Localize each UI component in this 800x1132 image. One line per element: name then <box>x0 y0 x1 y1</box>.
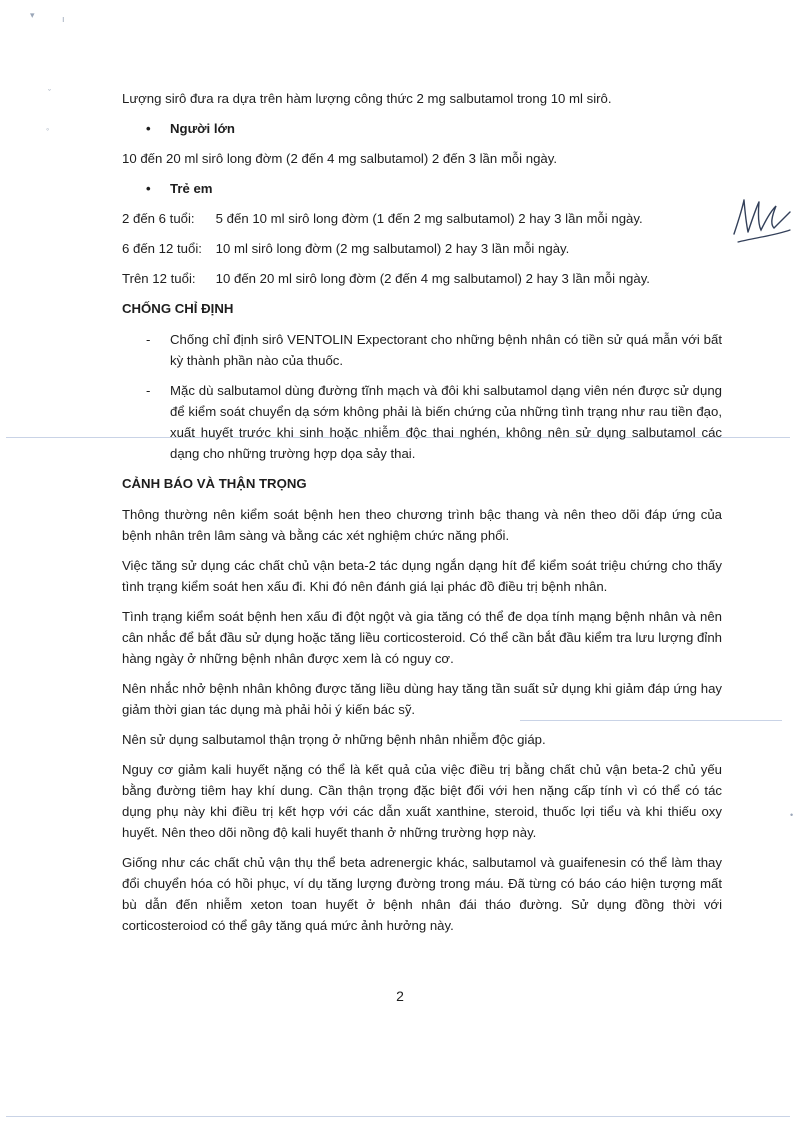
child-dose-row <box>122 208 722 229</box>
warning-paragraph: Tình trạng kiểm soát bệnh hen xấu đi đột ngột và gia tăng có thể đe dọa tính mạng bệnh nhân và nên cân nhắc để bắt đầu sử dụng hoặc tăng liều corticosteroid. Có thể cần bắt đầu kiểm tra lưu lượng đỉnh hàng ngày ở những bệnh nhân được xem là có nguy cơ. <box>122 609 722 666</box>
scan-speck: ı <box>62 14 65 24</box>
contraindication-text: Chống chỉ định sirô VENTOLIN Expectorant cho những bệnh nhân có tiền sử quá mẫn với bất kỳ thành phần nào của thuốc. <box>170 332 722 368</box>
warning-paragraph: Thông thường nên kiểm soát bệnh hen theo chương trình bậc thang và nên theo dõi đáp ứng của bệnh nhân trên lâm sàng và bằng các xét nghiệm chức năng phổi. <box>122 507 722 543</box>
child-age: Trên 12 tuổi: <box>122 271 196 286</box>
scan-line-bottom <box>6 1116 790 1117</box>
child-age: 6 đến 12 tuổi: <box>122 241 202 256</box>
child-dose-row <box>122 238 722 259</box>
dash-marker: - <box>146 383 151 398</box>
intro-line: Lượng sirô đưa ra dựa trên hàm lượng công thức 2 mg salbutamol trong 10 ml sirô. <box>122 91 612 106</box>
warning-paragraph: Nên nhắc nhở bệnh nhân không được tăng liều dùng hay tăng tần suất sử dụng khi giảm đáp ứng hay giảm thời gian tác dụng mà phải hỏi ý kiến bác sỹ. <box>122 681 722 717</box>
child-dose-row <box>122 268 722 289</box>
scan-speck: • <box>790 810 794 820</box>
contraindication-item <box>146 329 722 371</box>
child-dose: 5 đến 10 ml sirô long đờm (1 đến 2 mg salbutamol) 2 hay 3 lần mỗi ngày. <box>215 211 643 226</box>
adults-heading-text: Người lớn <box>170 121 235 136</box>
bullet-dot: • <box>146 181 151 196</box>
scan-speck: ◦ <box>46 124 50 134</box>
child-dose: 10 ml sirô long đờm (2 mg salbutamol) 2 hay 3 lần mỗi ngày. <box>215 241 570 256</box>
contraindication-item <box>146 380 722 464</box>
scan-speck: ˇ <box>48 88 51 98</box>
warnings-heading: CẢNH BÁO VÀ THẬN TRỌNG <box>122 476 307 491</box>
warning-paragraph: Nên sử dụng salbutamol thận trọng ở những bệnh nhân nhiễm độc giáp. <box>122 732 546 747</box>
bullet-dot: • <box>146 121 151 136</box>
adults-dose: 10 đến 20 ml sirô long đờm (2 đến 4 mg salbutamol) 2 đến 3 lần mỗi ngày. <box>122 151 558 166</box>
document-body <box>122 88 722 945</box>
page-number: 2 <box>396 988 404 1004</box>
child-age: 2 đến 6 tuổi: <box>122 211 195 226</box>
contraindications-heading: CHỐNG CHỈ ĐỊNH <box>122 301 234 316</box>
handwritten-initials-signature <box>728 192 798 252</box>
adults-heading <box>146 118 722 139</box>
warning-paragraph: Giống như các chất chủ vận thụ thể beta adrenergic khác, salbutamol và guaifenesin có thể làm thay đổi chuyển hóa có hồi phục, ví dụ tăng lượng đường trong máu. Đã từng có báo cáo hiện tượng mất bù dẫn đến nhiễm xeton toan huyết ở bệnh nhân đái tháo đường. Sử dụng đồng thời với corticosteroiod có thể gây tăng quá mức ảnh hưởng này. <box>122 855 722 933</box>
contraindication-text: Mặc dù salbutamol dùng đường tĩnh mạch và đôi khi salbutamol dạng viên nén được sử dụng để kiểm soát chuyển dạ sớm không phải là biến chứng của những tình trạng như rau tiền đạo, xuất huyết trước khi sinh hoặc nhiễm độc thai nghén, không nên sử dụng salbutamol các dạng cho những trường hợp dọa sảy thai. <box>170 383 722 461</box>
warning-paragraph: Nguy cơ giảm kali huyết nặng có thể là kết quả của việc điều trị bằng chất chủ vận beta-2 chủ yếu bằng đường tiêm hay khí dung. Cần thận trọng đặc biệt đối với hen nặng cấp tính vì có thể có tác dụng phụ này khi điều trị kết hợp với các dẫn xuất xanthine, steroid, thuốc lợi tiểu và khi thiếu oxy huyết. Nên theo dõi nồng độ kali huyết thanh ở những trường hợp này. <box>122 762 722 840</box>
children-heading-text: Trẻ em <box>170 181 213 196</box>
warning-paragraph: Việc tăng sử dụng các chất chủ vận beta-2 tác dụng ngắn dạng hít để kiểm soát triệu chứng cho thấy tình trạng kiểm soát hen xấu đi. Khi đó nên đánh giá lại phác đồ điều trị bệnh nhân. <box>122 558 722 594</box>
child-dose: 10 đến 20 ml sirô long đờm (2 đến 4 mg salbutamol) 2 hay 3 lần mỗi ngày. <box>215 271 650 286</box>
children-heading <box>146 178 722 199</box>
scan-speck: ▾ <box>30 10 35 20</box>
dash-marker: - <box>146 332 151 347</box>
